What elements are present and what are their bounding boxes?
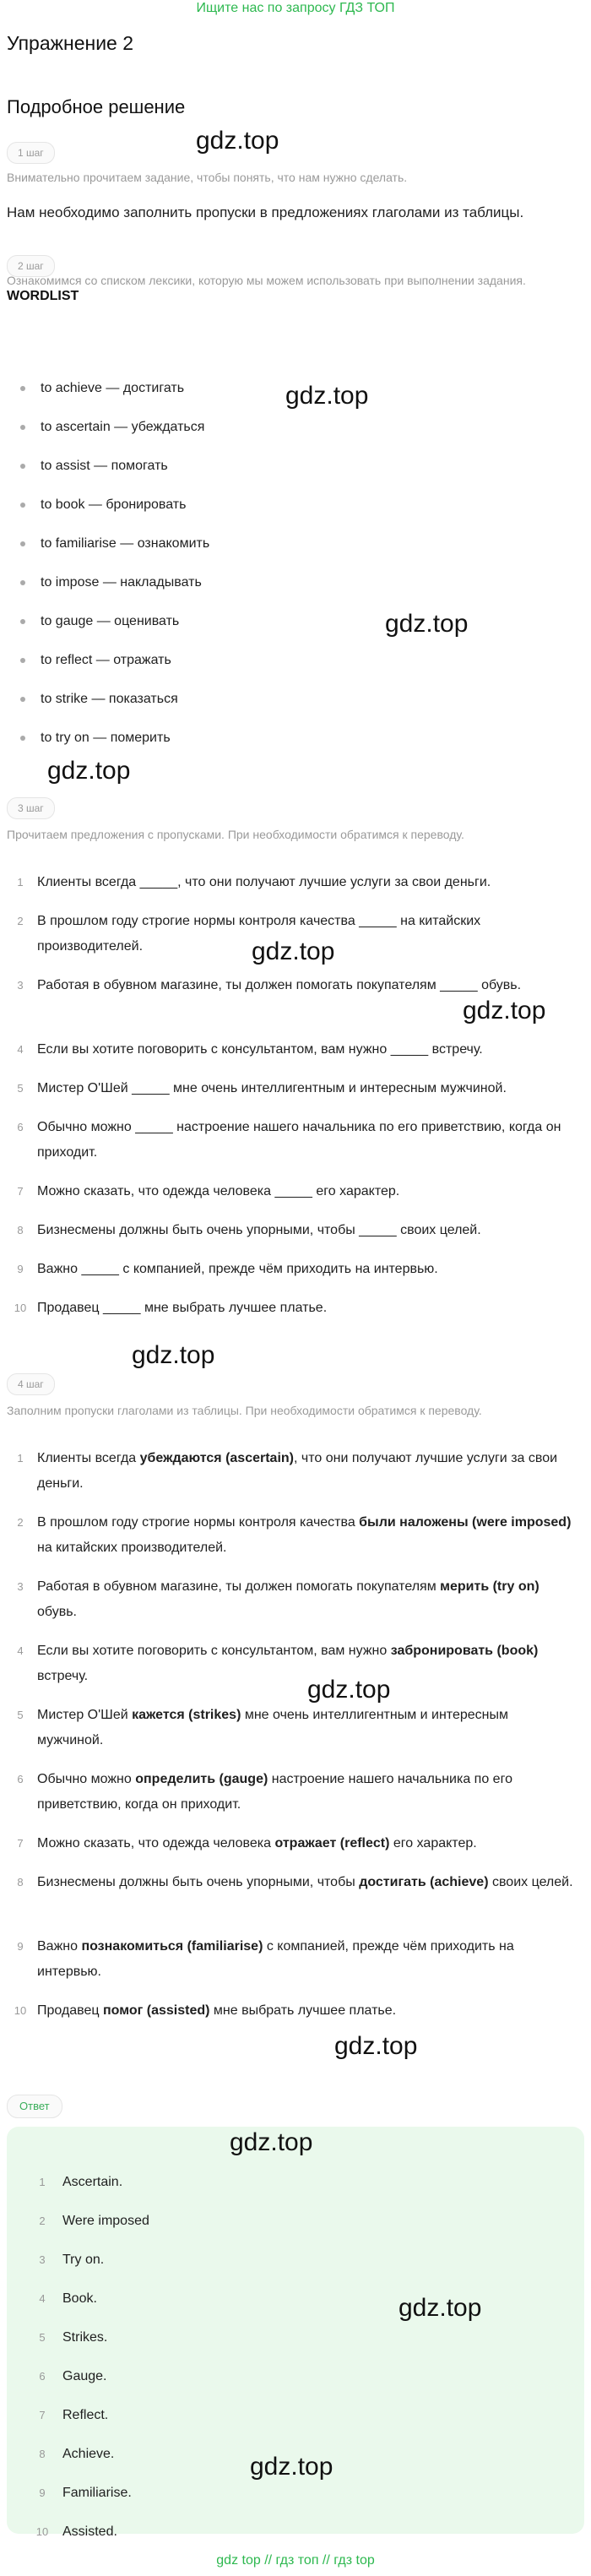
item-number: 7	[39, 2409, 46, 2421]
answer-item	[34, 2250, 540, 2270]
item-number: 9	[17, 1263, 24, 1275]
item-number: 7	[17, 1837, 24, 1850]
word-list-item	[20, 728, 569, 748]
answer-item	[34, 2328, 540, 2348]
filled-verb: убеждаются (ascertain)	[139, 1451, 294, 1465]
step-4-badge: 4 шаг	[7, 1373, 55, 1395]
sentence-text: В прошлом году строгие нормы контроля качества	[37, 1515, 360, 1530]
answer-sentence	[12, 1574, 577, 1625]
answer-text: Book.	[62, 2291, 97, 2306]
word-list-item	[20, 534, 569, 554]
answer-badge: Ответ	[7, 2095, 62, 2118]
item-number: 3	[17, 1580, 24, 1593]
word-list-item	[20, 689, 569, 709]
answer-sentence	[12, 1446, 577, 1497]
bullet-icon	[20, 580, 25, 585]
item-number: 5	[17, 1082, 24, 1095]
sentence-text: своих целей.	[488, 1875, 573, 1889]
sentence-text: Можно сказать, что одежда человека	[37, 1836, 275, 1850]
item-number: 9	[17, 1940, 24, 1953]
word-text: to ascertain — убеждаться	[41, 420, 205, 434]
bullet-icon	[20, 658, 25, 663]
answer-item	[34, 2172, 540, 2193]
item-number: 7	[17, 1185, 24, 1198]
item-number: 8	[17, 1224, 24, 1236]
item-text: Мистер О'Шей _____ мне очень интеллигентным и интересным мужчиной.	[37, 1081, 507, 1095]
step-4-hint: Заполним пропуски глаголами из таблицы. При необходимости обратимся к переводу.	[7, 1404, 482, 1417]
item-number: 5	[17, 1709, 24, 1721]
word-list-item	[20, 611, 569, 632]
answer-item	[34, 2483, 540, 2503]
filled-verb: забронировать (book)	[390, 1644, 539, 1658]
item-number: 8	[39, 2448, 46, 2460]
watermark: gdz.top	[132, 1341, 215, 1369]
item-number: 6	[17, 1121, 24, 1133]
exercise-item	[12, 1076, 577, 1101]
sentence-text: Работая в обувном магазине, ты должен помогать покупателям	[37, 1579, 441, 1594]
sentence-text: его характер.	[389, 1836, 477, 1850]
sentence-text: Бизнесмены должны быть очень упорными, чтобы	[37, 1875, 360, 1889]
top-banner[interactable]: Ищите нас по запросу ГДЗ ТОП	[196, 1, 395, 15]
sentence-text: мне очень интеллигентным и интересным мужчиной.	[37, 1708, 508, 1747]
answer-text: Familiarise.	[62, 2486, 132, 2500]
item-text	[37, 1831, 577, 1856]
footer-links[interactable]: gdz top // гдз топ // гдз top	[216, 2553, 375, 2568]
exercise-item	[12, 1257, 577, 1282]
sentence-text: Мистер О'Шей	[37, 1708, 133, 1722]
item-text: Можно сказать, что одежда человека _____ его характер.	[37, 1184, 400, 1198]
item-number: 5	[39, 2331, 46, 2344]
bullet-icon	[20, 464, 25, 469]
sentence-text: Если вы хотите поговорить с консультантом, вам нужно	[37, 1644, 391, 1658]
word-text: to achieve — достигать	[41, 381, 185, 395]
item-number: 3	[39, 2253, 46, 2266]
sentence-text: обувь.	[37, 1605, 77, 1619]
watermark: gdz.top	[230, 2128, 313, 2156]
answer-sentence	[12, 1510, 577, 1561]
item-number: 2	[17, 1516, 24, 1529]
answer-sentence	[12, 1998, 577, 2024]
answer-text: Achieve.	[62, 2447, 115, 2461]
exercise-item	[12, 1115, 577, 1166]
word-list-item	[20, 650, 569, 671]
answer-text: Ascertain.	[62, 2175, 123, 2189]
step-1-text: Нам необходимо заполнить пропуски в предложениях глаголами из таблицы.	[7, 204, 524, 220]
item-text: Если вы хотите поговорить с консультантом, вам нужно _____ встречу.	[37, 1042, 483, 1057]
sentence-text: Важно	[37, 1939, 82, 1954]
item-number: 2	[39, 2215, 46, 2227]
item-text	[37, 1870, 577, 1895]
item-number: 9	[39, 2486, 46, 2499]
filled-verb: кажется (strikes)	[132, 1708, 241, 1722]
step-2-badge: 2 шаг	[7, 255, 55, 277]
step-3-hint: Прочитаем предложения с пропусками. При необходимости обратимся к переводу.	[7, 828, 464, 841]
word-list-item	[20, 417, 569, 437]
watermark: gdz.top	[334, 2032, 418, 2060]
item-number: 4	[39, 2292, 46, 2305]
answer-text: Reflect.	[62, 2408, 109, 2422]
watermark: gdz.top	[252, 937, 335, 965]
word-list-item	[20, 456, 569, 476]
exercise-item	[12, 1218, 577, 1243]
item-text: Бизнесмены должны быть очень упорными, чтобы _____ своих целей.	[37, 1223, 481, 1237]
answer-sentence	[12, 1870, 577, 1895]
item-text: Работая в обувном магазине, ты должен помогать покупателям _____ обувь.	[37, 978, 522, 992]
wordlist-title: WORDLIST	[7, 289, 79, 303]
word-list-item	[20, 495, 569, 515]
bullet-icon	[20, 736, 25, 741]
item-number: 1	[17, 1452, 24, 1465]
item-text: Важно _____ с компанией, прежде чём приходить на интервью.	[37, 1262, 438, 1276]
item-number: 4	[17, 1043, 24, 1056]
sentence-text: Клиенты всегда	[37, 1451, 140, 1465]
step-2-hint: Ознакомимся со списком лексики, которую мы можем использовать при выполнении задания.	[7, 274, 526, 287]
answer-sentence	[12, 1639, 577, 1689]
item-number: 8	[17, 1876, 24, 1889]
sentence-text: мне выбрать лучшее платье.	[209, 2003, 397, 2018]
section-title: Подробное решение	[7, 96, 186, 117]
watermark: gdz.top	[285, 382, 369, 410]
filled-verb: достигать (achieve)	[359, 1875, 489, 1889]
answer-sentence	[12, 1767, 577, 1818]
word-text: to strike — показаться	[41, 692, 178, 706]
item-text: В прошлом году строгие нормы контроля качества _____ на китайских производителей.	[37, 914, 481, 954]
answer-text: Try on.	[62, 2253, 105, 2267]
item-number: 10	[14, 2004, 27, 2017]
item-number: 10	[14, 1302, 27, 1314]
word-text: to gauge — оценивать	[41, 614, 180, 628]
item-number: 10	[35, 2525, 49, 2538]
item-number: 2	[17, 915, 24, 927]
answer-text: Gauge.	[62, 2369, 107, 2383]
item-text	[37, 1998, 577, 2024]
watermark: gdz.top	[385, 610, 469, 638]
bullet-icon	[20, 541, 25, 546]
sentence-text: на китайских производителей.	[37, 1541, 227, 1555]
item-text: Клиенты всегда _____, что они получают лучшие услуги за свои деньги.	[37, 875, 491, 889]
item-text: Продавец _____ мне выбрать лучшее платье.	[37, 1301, 328, 1315]
answer-item	[34, 2211, 540, 2231]
filled-verb: познакомиться (familiarise)	[81, 1939, 263, 1954]
answer-sentence	[12, 1934, 577, 1985]
item-number: 1	[39, 2176, 46, 2188]
step-1-badge: 1 шаг	[7, 142, 55, 164]
sentence-text: , что они получают лучшие услуги за свои деньги.	[37, 1451, 558, 1491]
word-text: to familiarise — ознакомить	[41, 536, 210, 551]
answer-item	[34, 2405, 540, 2426]
answer-text: Strikes.	[62, 2330, 108, 2345]
watermark: gdz.top	[47, 757, 131, 785]
word-text: to assist — помогать	[41, 459, 168, 473]
answer-item	[34, 2522, 540, 2542]
bullet-icon	[20, 386, 25, 391]
exercise-item	[12, 973, 577, 998]
step-3-badge: 3 шаг	[7, 797, 55, 819]
item-number: 6	[39, 2370, 46, 2383]
exercise-item	[12, 1179, 577, 1204]
word-text: to reflect — отражать	[41, 653, 171, 667]
watermark: gdz.top	[250, 2453, 333, 2481]
word-list-item	[20, 573, 569, 593]
filled-verb: были наложены (were imposed)	[359, 1515, 572, 1530]
item-text	[37, 1510, 577, 1561]
answer-sentence	[12, 1831, 577, 1856]
answer-sentence	[12, 1703, 577, 1753]
sentence-text: настроение нашего начальника по его приветствию, когда он приходит.	[37, 1772, 512, 1812]
item-number: 1	[17, 876, 24, 889]
item-text	[37, 1446, 577, 1497]
page-title: Упражнение 2	[7, 32, 134, 54]
filled-verb: помог (assisted)	[103, 2003, 210, 2018]
sentence-text: Обычно можно	[37, 1772, 136, 1786]
item-number: 3	[17, 979, 24, 992]
word-text: to book — бронировать	[41, 497, 187, 512]
watermark: gdz.top	[399, 2294, 482, 2322]
exercise-item	[12, 870, 577, 895]
filled-verb: определить (gauge)	[135, 1772, 268, 1786]
word-text: to try on — померить	[41, 731, 171, 745]
answer-item	[34, 2367, 540, 2387]
watermark: gdz.top	[196, 127, 279, 155]
item-number: 6	[17, 1773, 24, 1785]
item-text	[37, 1767, 577, 1818]
filled-verb: отражает (reflect)	[274, 1836, 390, 1850]
watermark: gdz.top	[307, 1676, 391, 1704]
sentence-text: встречу.	[37, 1669, 89, 1683]
sentence-text: с компанией, прежде чём приходить на интервью.	[37, 1939, 514, 1979]
answer-text: Assisted.	[62, 2524, 117, 2539]
word-text: to impose — накладывать	[41, 575, 202, 590]
item-number: 4	[17, 1644, 24, 1657]
bullet-icon	[20, 697, 25, 702]
sentence-text: Продавец	[37, 2003, 104, 2018]
step-1-hint: Внимательно прочитаем задание, чтобы понять, что нам нужно сделать.	[7, 171, 408, 184]
bullet-icon	[20, 619, 25, 624]
exercise-item	[12, 1296, 577, 1321]
filled-verb: мерить (try on)	[440, 1579, 539, 1594]
bullet-icon	[20, 503, 25, 508]
item-text	[37, 1934, 577, 1985]
answer-text: Were imposed	[62, 2214, 149, 2228]
watermark: gdz.top	[463, 997, 546, 1024]
bullet-icon	[20, 425, 25, 430]
item-text: Обычно можно _____ настроение нашего начальника по его приветствию, когда он приходит.	[37, 1120, 561, 1160]
exercise-item	[12, 1037, 577, 1062]
item-text	[37, 1703, 577, 1753]
item-text	[37, 1574, 577, 1625]
